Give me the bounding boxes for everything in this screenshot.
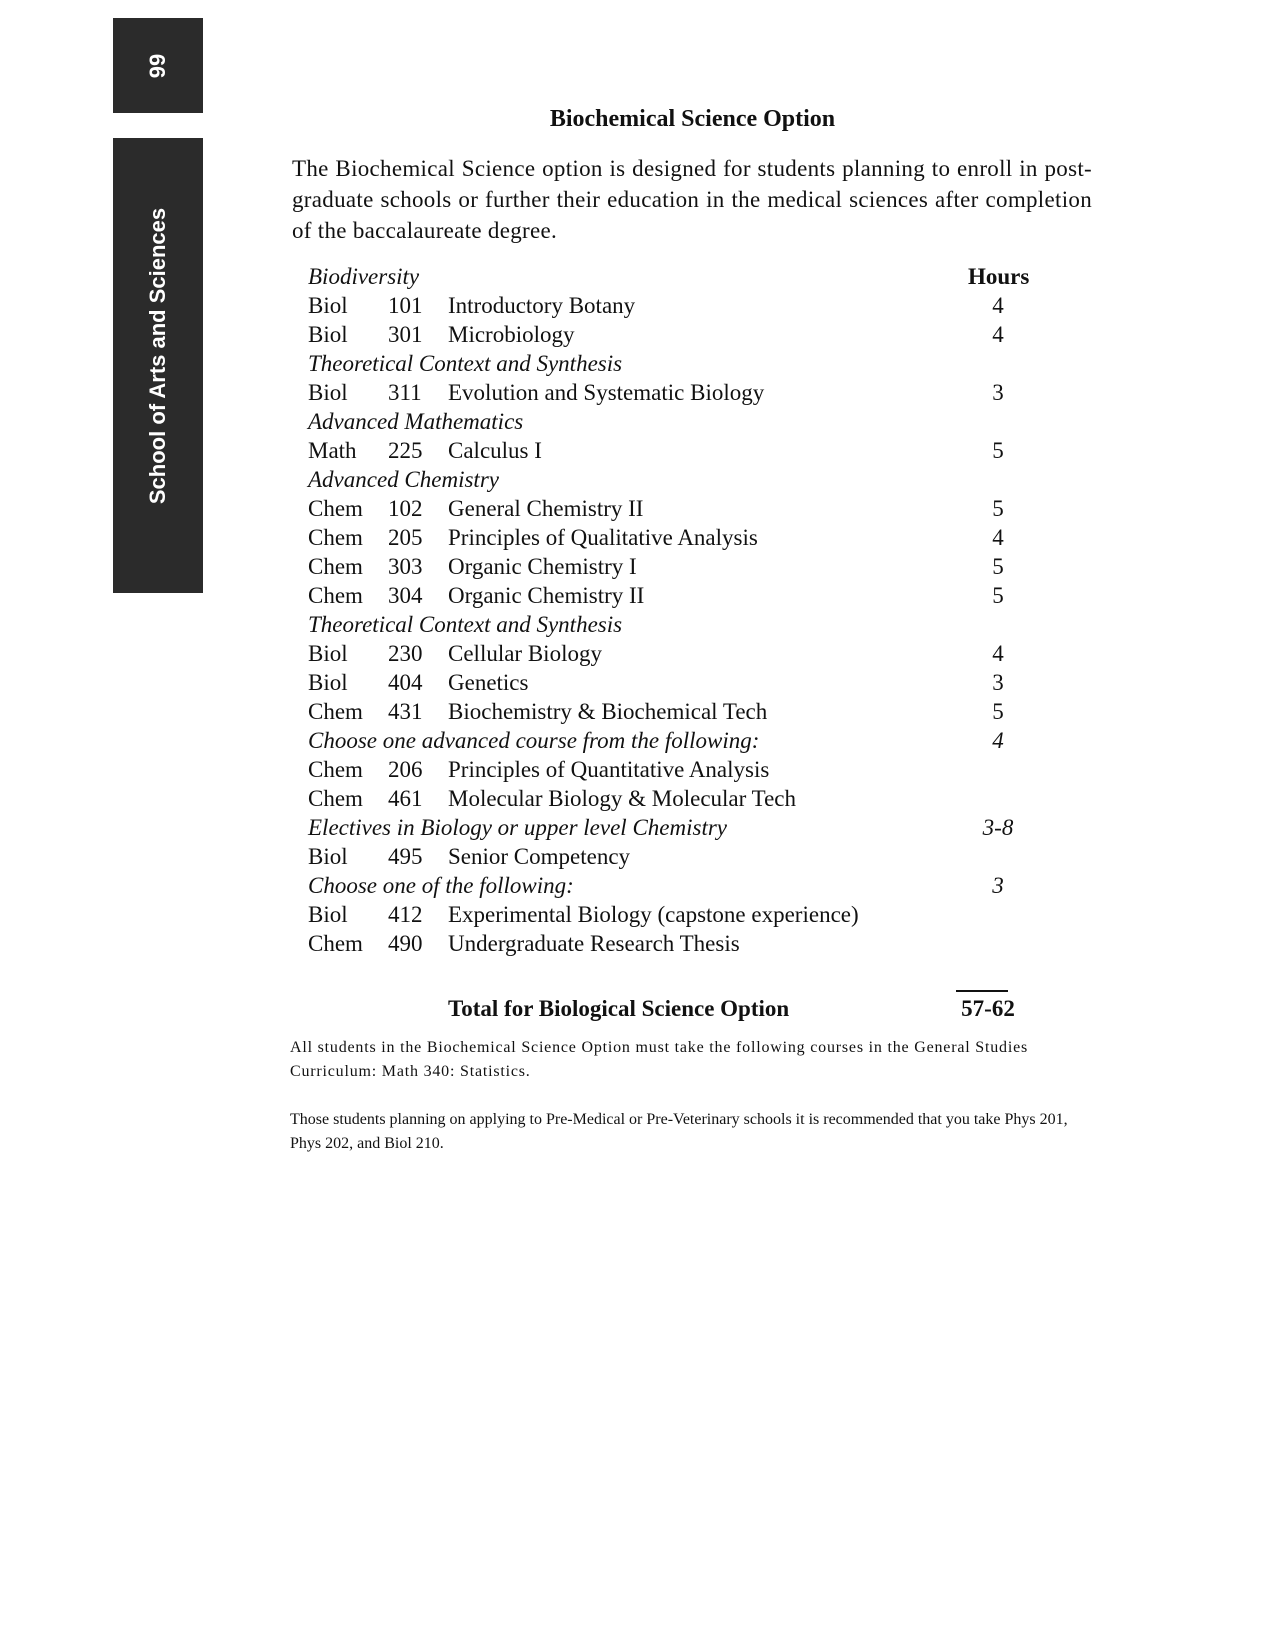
course-number: 461 [388,786,423,811]
course-dept: Biol [308,641,348,666]
total-value: 57-62 [961,996,1015,1021]
course-row [308,291,1028,320]
course-row [308,929,1028,958]
section-heading-row [308,871,1028,900]
course-number: 304 [388,583,423,608]
course-hours: 3 [992,380,1004,405]
section-heading-row [308,465,1028,494]
course-row [308,494,1028,523]
course-dept: Chem [308,496,363,521]
course-row [308,436,1028,465]
course-hours: 4 [992,525,1004,550]
course-number: 101 [388,293,423,318]
section-heading: Advanced Chemistry [308,467,499,492]
course-number: 225 [388,438,423,463]
section-heading: Choose one of the following: [308,873,574,898]
section-heading-row [308,407,1028,436]
course-dept: Chem [308,554,363,579]
course-title: Biochemistry & Biochemical Tech [448,699,768,724]
course-title: Genetics [448,670,529,695]
course-title: Calculus I [448,438,542,463]
curriculum-table [308,262,1028,958]
course-number: 431 [388,699,423,724]
section-heading: Biodiversity [308,264,420,289]
course-row [308,755,1028,784]
course-number: 412 [388,902,423,927]
course-hours: 5 [992,496,1004,521]
course-hours: 4 [992,641,1004,666]
course-number: 205 [388,525,423,550]
course-number: 301 [388,322,423,347]
course-dept: Biol [308,902,348,927]
course-title: Undergraduate Research Thesis [448,931,740,956]
course-title: Introductory Botany [448,293,636,318]
section-heading: Theoretical Context and Synthesis [308,612,623,637]
course-row [308,581,1028,610]
course-title: Organic Chemistry I [448,554,637,579]
course-hours: 5 [992,438,1004,463]
section-heading-row [308,349,1028,378]
course-hours: 3 [992,873,1004,898]
course-title: Cellular Biology [448,641,602,666]
total-row [290,990,1030,1026]
course-hours: 5 [992,583,1004,608]
course-number: 495 [388,844,423,869]
course-row [308,900,1028,929]
course-dept: Chem [308,583,363,608]
course-row [308,378,1028,407]
course-title: Experimental Biology (capstone experience) [448,902,859,927]
course-dept: Biol [308,322,348,347]
course-row [308,697,1028,726]
section-heading: Advanced Mathematics [308,409,524,434]
page-number: 99 [144,53,170,78]
course-dept: Math [308,438,357,463]
course-row [308,842,1028,871]
page-title: Biochemical Science Option [549,106,836,132]
course-dept: Chem [308,757,363,782]
course-title: Principles of Qualitative Analysis [448,525,758,550]
course-dept: Biol [308,293,348,318]
course-dept: Chem [308,931,363,956]
course-title: General Chemistry II [448,496,644,521]
section-heading-row [308,813,1028,842]
course-hours: 4 [992,322,1004,347]
school-name: School of Arts and Sciences [145,207,170,505]
course-number: 490 [388,931,423,956]
course-row [308,320,1028,349]
note-general-studies: All students in the Biochemical Science Option must take the following courses in the General Studies Curriculum: Math 340: Statistics. [290,1039,1028,1080]
section-heading-row [308,262,1028,291]
section-heading: Theoretical Context and Synthesis [308,351,623,376]
course-title: Senior Competency [448,844,631,869]
course-title: Microbiology [448,322,575,347]
course-hours: 5 [992,699,1004,724]
school-section-tab [113,138,203,593]
course-row [308,523,1028,552]
total-rule [956,990,1008,992]
hours-header: Hours [968,264,1030,289]
section-heading-row [308,610,1028,639]
section-heading-row [308,726,1028,755]
section-heading: Choose one advanced course from the following: [308,728,760,753]
course-title: Evolution and Systematic Biology [448,380,765,405]
course-hours: 4 [992,728,1004,753]
course-row [308,784,1028,813]
course-row [308,552,1028,581]
note-pre-medical: Those students planning on applying to Pre-Medical or Pre-Veterinary schools it is recommended that you take Phys 201, Phys 202, and Biol 210. [290,1111,1068,1152]
course-dept: Biol [308,844,348,869]
page-number-tab [113,18,203,113]
course-hours: 5 [992,554,1004,579]
course-hours: 4 [992,293,1004,318]
course-dept: Biol [308,670,348,695]
course-title: Organic Chemistry II [448,583,645,608]
course-number: 206 [388,757,423,782]
intro-paragraph: The Biochemical Science option is designed for students planning to enroll in post-graduate schools or further their education in the medical sciences after completion of the baccalaureate degree. [292,156,1092,243]
course-dept: Biol [308,380,348,405]
course-title: Principles of Quantitative Analysis [448,757,770,782]
course-dept: Chem [308,786,363,811]
course-hours: 3-8 [982,815,1014,840]
course-row [308,639,1028,668]
course-number: 311 [388,380,422,405]
course-number: 230 [388,641,423,666]
course-number: 303 [388,554,423,579]
course-title: Molecular Biology & Molecular Tech [448,786,796,811]
course-number: 404 [388,670,423,695]
course-row [308,668,1028,697]
course-hours: 3 [992,670,1004,695]
course-dept: Chem [308,525,363,550]
course-dept: Chem [308,699,363,724]
course-number: 102 [388,496,423,521]
total-label: Total for Biological Science Option [448,996,790,1021]
section-heading: Electives in Biology or upper level Chemistry [308,815,727,840]
